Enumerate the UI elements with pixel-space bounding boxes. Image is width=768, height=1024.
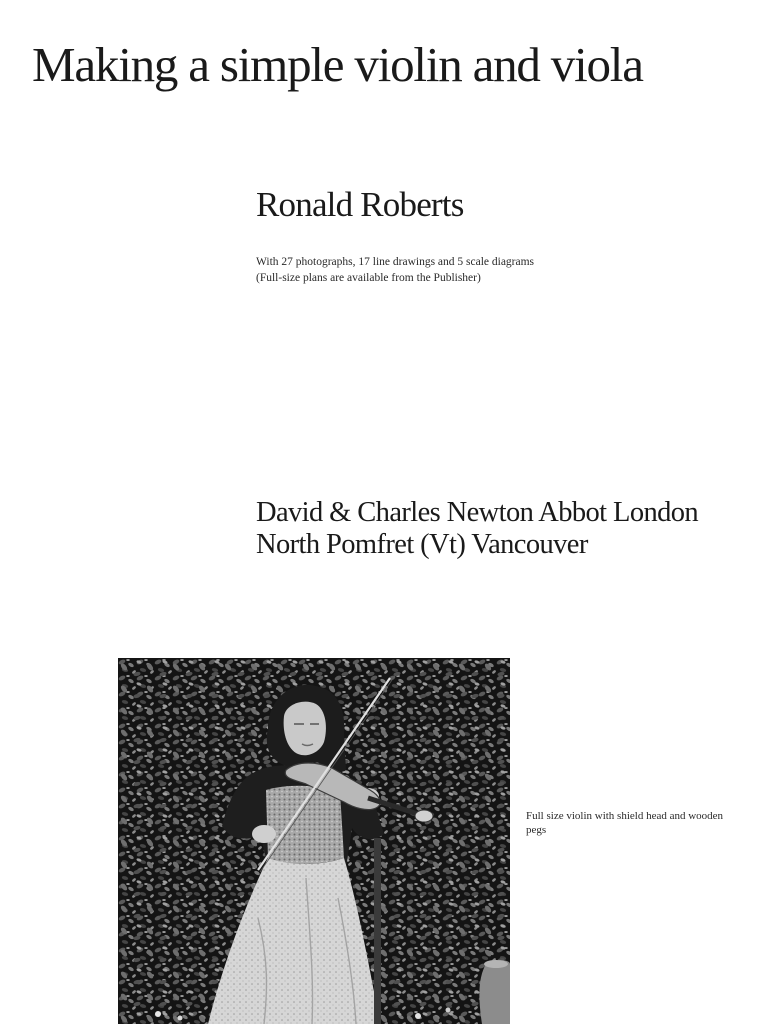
violinist-photo-drawing: [118, 658, 510, 1024]
credits-line-2: (Full-size plans are available from the Publisher): [256, 271, 481, 284]
publisher-line-2: North Pomfret (Vt) Vancouver: [256, 528, 588, 560]
illustration-credits: [256, 255, 534, 287]
publisher-imprint: [256, 497, 698, 561]
photo-caption: Full size violin with shield head and wooden pegs: [526, 810, 724, 837]
publisher-line-1: David & Charles Newton Abbot London: [256, 497, 699, 528]
book-title: Making a simple violin and viola: [32, 37, 643, 92]
author-name: Ronald Roberts: [256, 185, 464, 224]
violinist-photo: [118, 658, 510, 1024]
credits-line-1: With 27 photographs, 17 line drawings and 5 scale diagrams: [256, 256, 535, 268]
